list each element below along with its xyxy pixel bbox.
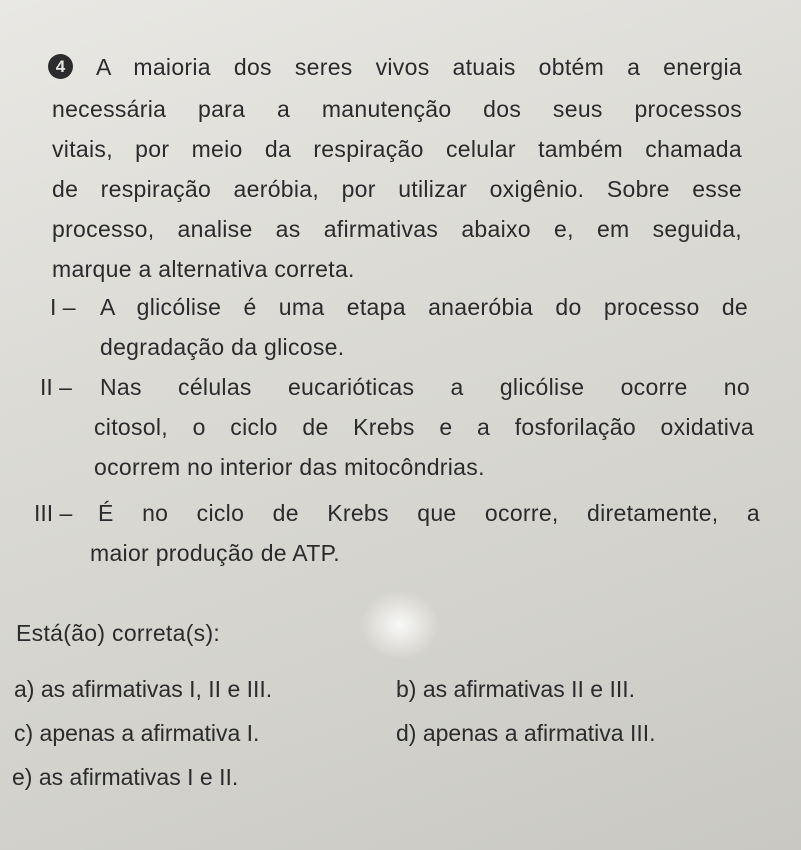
option-d[interactable]: d) apenas a afirmativa III. [396, 720, 656, 746]
statement-1-label: I – [50, 294, 76, 320]
stem-line-2: necessária para a manutenção dos seus processos [52, 96, 742, 122]
statement-2-label: II – [40, 374, 72, 400]
statement-2-line-3: ocorrem no interior das mitocôndrias. [94, 454, 485, 480]
statement-1-line-2: degradação da glicose. [100, 334, 345, 360]
question-number-badge: 4 [48, 54, 73, 79]
stem-line-5: processo, analise as afirmativas abaixo e, em seguida, [52, 216, 742, 242]
option-b[interactable]: b) as afirmativas II e III. [396, 676, 636, 702]
stem-line-6: marque a alternativa correta. [52, 256, 355, 282]
statement-2-line-1: Nas células eucarióticas a glicólise ocorre no [100, 374, 750, 400]
option-e[interactable]: e) as afirmativas I e II. [12, 764, 239, 790]
statement-3-label: III – [34, 500, 73, 526]
option-a[interactable]: a) as afirmativas I, II e III. [14, 676, 273, 702]
stem-line-4: de respiração aeróbia, por utilizar oxigênio. Sobre esse [52, 176, 742, 202]
stem-line-1: A maioria dos seres vivos atuais obtém a energia [96, 54, 742, 80]
answer-prompt: Está(ão) correta(s): [16, 620, 221, 646]
stem-line-3: vitais, por meio da respiração celular também chamada [52, 136, 742, 162]
option-c[interactable]: c) apenas a afirmativa I. [14, 720, 260, 746]
statement-2-line-2: citosol, o ciclo de Krebs e a fosforilação oxidativa [94, 414, 754, 440]
statement-3-line-1: É no ciclo de Krebs que ocorre, diretamente, a [98, 500, 760, 526]
statement-1-line-1: A glicólise é uma etapa anaeróbia do processo de [100, 294, 748, 320]
statement-3-line-2: maior produção de ATP. [90, 540, 340, 566]
